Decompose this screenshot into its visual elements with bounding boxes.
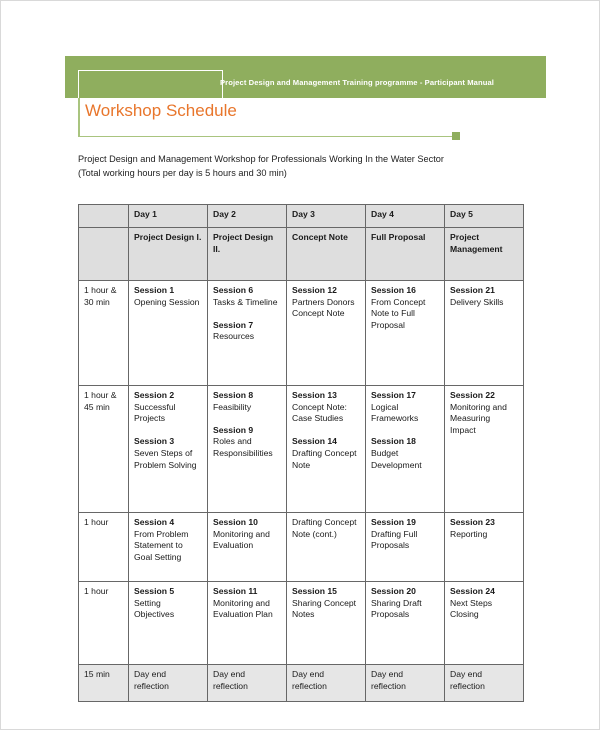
session-cell <box>287 582 366 665</box>
day-header-5: Day 5 <box>445 205 524 228</box>
intro-line-1: Project Design and Management Workshop for Professionals Working In the Water Sector <box>78 154 444 164</box>
title-accent-square <box>452 132 460 140</box>
session-label: Session 8 <box>213 390 254 400</box>
title-rule-left <box>78 98 80 137</box>
session-cell <box>445 582 524 665</box>
table-row <box>79 281 524 386</box>
day-header-4: Day 4 <box>366 205 445 228</box>
session-description: Resources <box>213 331 255 342</box>
day-end-cell: Day end reflection <box>445 665 524 702</box>
session-cell <box>129 582 208 665</box>
session-label: Session 20 <box>371 586 416 596</box>
session-label: Session 4 <box>134 517 175 527</box>
session-cell <box>366 386 445 513</box>
session-cell <box>445 513 524 582</box>
session-cell <box>208 386 287 513</box>
session-description: Next Steps Closing <box>450 597 493 620</box>
session-label: Session 9 <box>213 424 254 435</box>
session-block <box>134 285 202 308</box>
session-block <box>134 586 202 621</box>
session-description: Successful Projects <box>134 401 176 424</box>
session-description: Setting Objectives <box>134 597 175 620</box>
table-row <box>79 386 524 513</box>
session-description: Drafting Concept Note (cont.) <box>292 517 357 539</box>
title-block <box>78 98 463 138</box>
session-label: Session 2 <box>134 390 175 400</box>
session-label: Session 15 <box>292 586 337 596</box>
table-row <box>79 582 524 665</box>
day-end-duration: 15 min <box>79 665 129 702</box>
session-cell <box>366 582 445 665</box>
day-end-cell: Day end reflection <box>208 665 287 702</box>
session-cell <box>208 582 287 665</box>
intro-line-2: (Total working hours per day is 5 hours and 30 min) <box>78 168 287 178</box>
session-label: Session 11 <box>213 586 258 596</box>
session-block <box>450 390 518 436</box>
session-label: Session 3 <box>134 436 175 447</box>
day-header-2: Day 2 <box>208 205 287 228</box>
topic-header-4: Full Proposal <box>366 228 445 281</box>
session-cell <box>445 386 524 513</box>
session-description: Concept Note: Case Studies <box>292 401 347 424</box>
session-block <box>134 436 202 471</box>
session-label: Session 13 <box>292 390 337 400</box>
session-label: Session 16 <box>371 285 416 295</box>
session-block <box>292 390 360 425</box>
session-description: Monitoring and Measuring Impact <box>450 401 507 435</box>
session-label: Session 12 <box>292 285 337 295</box>
topic-header-3: Concept Note <box>287 228 366 281</box>
masthead-banner <box>65 56 546 98</box>
session-description: Seven Steps of Problem Solving <box>134 447 197 470</box>
table-row <box>79 513 524 582</box>
session-label: Session 19 <box>371 517 416 527</box>
row-duration: 1 hour & 30 min <box>79 281 129 386</box>
session-description: Monitoring and Evaluation <box>213 528 270 551</box>
masthead-banner-text: Project Design and Management Training programme - Participant Manual <box>220 78 494 87</box>
session-cell <box>287 281 366 386</box>
intro-paragraph <box>78 152 518 180</box>
session-block <box>213 425 281 460</box>
session-label: Session 10 <box>213 517 258 527</box>
day-end-cell: Day end reflection <box>287 665 366 702</box>
day-end-cell: Day end reflection <box>366 665 445 702</box>
topic-header-5: Project Management <box>445 228 524 281</box>
session-description: From Problem Statement to Goal Setting <box>134 528 189 562</box>
day-header-3: Day 3 <box>287 205 366 228</box>
session-block <box>371 517 439 552</box>
session-block <box>213 586 281 621</box>
row-duration: 1 hour <box>79 582 129 665</box>
session-block <box>292 436 360 471</box>
schedule-table-wrapper <box>78 204 523 702</box>
session-cell <box>129 281 208 386</box>
session-block <box>213 517 281 552</box>
session-label: Session 18 <box>371 436 416 447</box>
session-description: Roles and Responsibilities <box>213 436 273 458</box>
session-cell <box>129 386 208 513</box>
row-duration: 1 hour & 45 min <box>79 386 129 513</box>
session-description: Partners Donors Concept Note <box>292 296 355 319</box>
session-description: Reporting <box>450 528 488 539</box>
session-block <box>213 285 281 308</box>
table-header-row-days <box>79 205 524 228</box>
session-block <box>134 517 202 563</box>
session-label: Session 14 <box>292 436 337 447</box>
session-label: Session 6 <box>213 285 254 295</box>
session-description: Feasibility <box>213 401 252 412</box>
session-cell <box>129 513 208 582</box>
row-duration: 1 hour <box>79 513 129 582</box>
session-cell <box>366 281 445 386</box>
session-block <box>450 285 518 308</box>
session-label: Session 24 <box>450 586 495 596</box>
session-cell <box>208 513 287 582</box>
session-label: Session 7 <box>213 319 254 330</box>
session-block <box>292 285 360 320</box>
day-end-cell: Day end reflection <box>129 665 208 702</box>
session-cell <box>366 513 445 582</box>
session-block <box>371 436 439 471</box>
session-label: Session 22 <box>450 390 495 400</box>
session-block <box>292 517 360 540</box>
workshop-schedule-table <box>78 204 524 702</box>
session-block <box>371 285 439 331</box>
session-block <box>450 586 518 621</box>
table-header-row-topics <box>79 228 524 281</box>
session-cell <box>287 386 366 513</box>
session-description: Drafting Full Proposals <box>371 528 418 551</box>
session-description: From Concept Note to Full Proposal <box>371 296 426 330</box>
session-block <box>450 517 518 540</box>
session-description: Opening Session <box>134 296 200 307</box>
session-description: Monitoring and Evaluation Plan <box>213 597 273 620</box>
session-block <box>292 586 360 621</box>
session-description: Delivery Skills <box>450 296 504 307</box>
session-description: Budget Development <box>371 447 422 470</box>
day-header-corner <box>79 205 129 228</box>
session-label: Session 21 <box>450 285 495 295</box>
session-cell <box>445 281 524 386</box>
session-description: Logical Frameworks <box>371 401 419 424</box>
topic-header-corner <box>79 228 129 281</box>
session-label: Session 1 <box>134 285 175 295</box>
title-rule-bottom <box>78 136 455 138</box>
session-label: Session 23 <box>450 517 495 527</box>
session-description: Sharing Concept Notes <box>292 597 357 620</box>
session-description: Tasks & Timeline <box>213 296 278 307</box>
session-cell <box>208 281 287 386</box>
session-block <box>213 390 281 413</box>
session-block <box>134 390 202 425</box>
session-description: Sharing Draft Proposals <box>371 597 422 620</box>
session-label: Session 5 <box>134 586 175 596</box>
topic-header-1: Project Design I. <box>129 228 208 281</box>
page-title: Workshop Schedule <box>85 101 237 120</box>
table-row-day-end <box>79 665 524 702</box>
topic-header-2: Project Design II. <box>208 228 287 281</box>
day-header-1: Day 1 <box>129 205 208 228</box>
session-cell <box>287 513 366 582</box>
session-description: Drafting Concept Note <box>292 447 357 470</box>
session-block <box>371 390 439 425</box>
session-block <box>213 320 281 343</box>
session-block <box>371 586 439 621</box>
session-label: Session 17 <box>371 390 416 400</box>
